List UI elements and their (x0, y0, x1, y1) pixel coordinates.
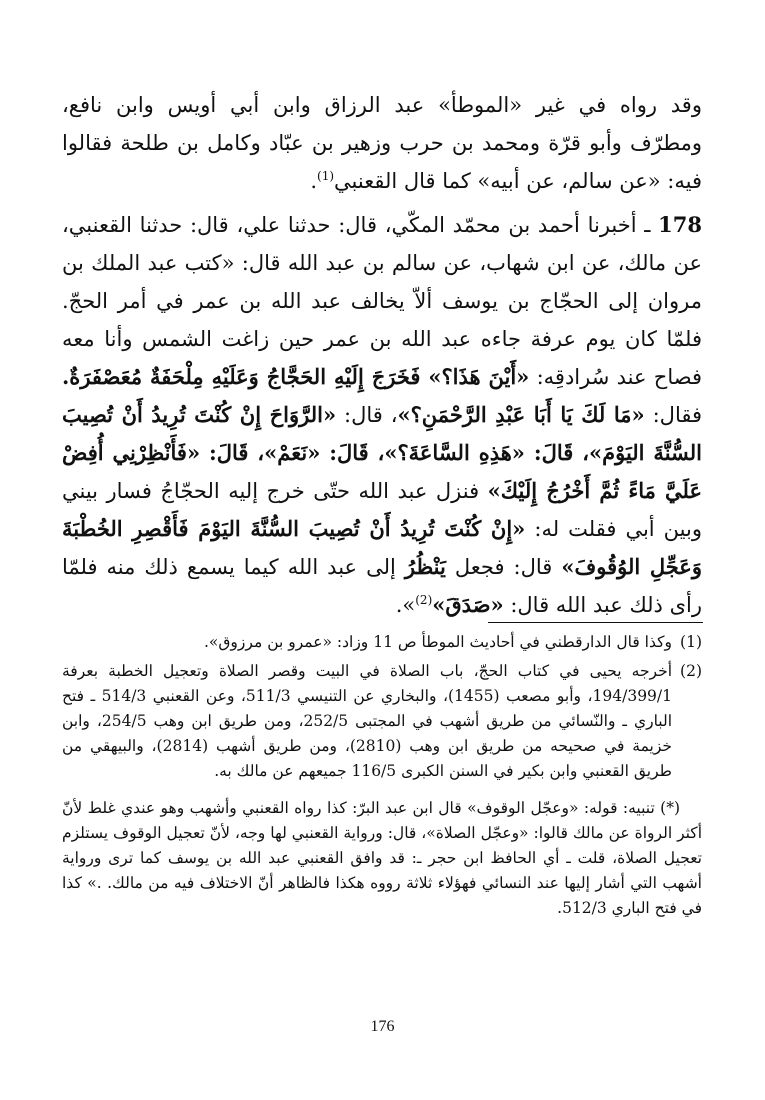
hadith-text-1: ـ أخبرنا أحمد بن محمّد المكّي، قال: حدثنا علي، قال: حدثنا القعنبي، عن مالك، عن ابن شهاب، عن سالم بن عبد الله قال: «كتب عبد الملك بن مروان إلى الحجّاج بن يوسف ألاّ يخالف عبد الله بن عمر في أمر الحجّ. فلمّا كان يوم عرفة جاءه عبد الله بن عمر حين زاغت الشمس وأنا معه فصاح عند سُرادقِه: (62, 213, 702, 389)
quote-6: «صَدَقَ» (432, 592, 504, 617)
footnote-ref-1: (1) (317, 169, 335, 183)
hadith-text-2: فقال: (644, 403, 702, 427)
quote-5: يَنْظُرُ (404, 554, 446, 579)
note-tanbih: (*) تنبيه: قوله: «وعجّل الوقوف» قال ابن عبد البرّ: كذا رواه القعنبي وأشهب وهو عندي غلط لأنّ أكثر الرواة عن مالك قالوا: «وعجّل الصلاة»، قال: ورواية القعنبي لها وجه، لأنّ تعجيل الوقوف يستلزم تعجيل الصلاة، قلت ـ أي الحافظ ابن حجر ـ: قد وافق القعنبي عبد الله بن يوسف كما ترى ورواية أشهب التي أشار إليها عند النسائي فهؤلاء ثلاثة رووه هكذا فالظاهر أنّ الاختلاف فيه من مالك. .» كذا في فتح الباري 512/3. (62, 799, 702, 917)
footnote-divider (488, 622, 703, 623)
main-text (62, 86, 702, 624)
hadith-text-5: قال: فجعل (445, 555, 562, 579)
hadith-text-3: ، قال: (336, 403, 398, 427)
footnote-1 (62, 630, 702, 655)
footnote-number: (2) (680, 662, 702, 680)
footnote-number: (1) (680, 633, 702, 651)
footnote-text: وكذا قال الدارقطني في أحاديث الموطأ ص 11 وزاد: «عمرو بن مرزوق». (204, 633, 672, 651)
quote-2: «مَا لَكَ يَا أَبَا عَبْدِ الرَّحْمَنِ؟» (397, 402, 645, 427)
hadith-text-4: فنزل عبد الله حتّى خرج إليه الحجّاجُ فسار بيني وبين أبي فقلت له: (62, 479, 702, 541)
quote-1: «أَيْنَ هَذَا؟» فَخَرَجَ إِلَيْهِ الحَجَّاجُ وَعَلَيْهِ مِلْحَفَةٌ مُعَصْفَرَةٌ. (62, 364, 530, 389)
intro-end: . (310, 169, 317, 193)
page-number: 176 (370, 1018, 395, 1035)
footnote-text: أخرجه يحيى في كتاب الحجّ، باب الصلاة في البيت وقصر الصلاة وتعجيل الخطبة بعرفة 194/399/1، وأبو مصعب (1455)، والبخاري عن التنيسي 511/3، وعن القعنبي 514/3 ـ فتح الباري ـ والنّسائي من طريق أشهب في المجتبى 252/5، ومن طريق ابن وهب 254/5، وابن خزيمة في صحيحه من طريق ابن وهب (2810)، ومن طريق أشهب (2814)، والبيهقي من طريق القعنبي وابن بكير في السنن الكبرى 116/5 جميعهم عن مالك به. (62, 662, 673, 780)
intro-text: وقد رواه في غير «الموطأ» عبد الرزاق وابن أبي أويس وابن نافع، ومطرّف وأبو قرّة ومحمد بن حرب وزهير بن عبّاد وكامل بن طلحة فقالوا فيه: «عن سالم، عن أبيه» كما قال القعنبي (62, 93, 702, 193)
quote-3: «الرَّوَاحَ إِنْ كُنْتَ تُرِيدُ أَنْ تُصِيبَ السُّنَّةَ اليَوْمَ»، قَالَ: «هَذِهِ السَّاعَةَ؟»، قَالَ: «نَعَمْ»، قَالَ: «فَأَنْظِرْنِي أُفِضْ عَلَيَّ مَاءً ثُمَّ أَخْرُجُ إِلَيْكَ» (62, 402, 702, 503)
paragraph-intro (62, 86, 702, 200)
footnotes (62, 630, 702, 921)
footnote-ref-2: (2) (415, 593, 433, 607)
quote-4: «إِنْ كُنْتَ تُرِيدُ أَنْ تُصِيبَ السُّنَّةَ اليَوْمَ فَأَقْصِرِ الخُطْبَةَ وَعَجِّلِ الوُقُوفَ» (62, 516, 702, 579)
footnote-2 (62, 659, 702, 784)
hadith-text-6: إلى عبد الله كيما يسمع ذلك منه فلمّا رأى ذلك عبد الله قال: (62, 555, 702, 617)
paragraph-hadith (62, 206, 702, 624)
hadith-end: ». (395, 593, 416, 617)
hadith-number: 178 (658, 212, 702, 237)
